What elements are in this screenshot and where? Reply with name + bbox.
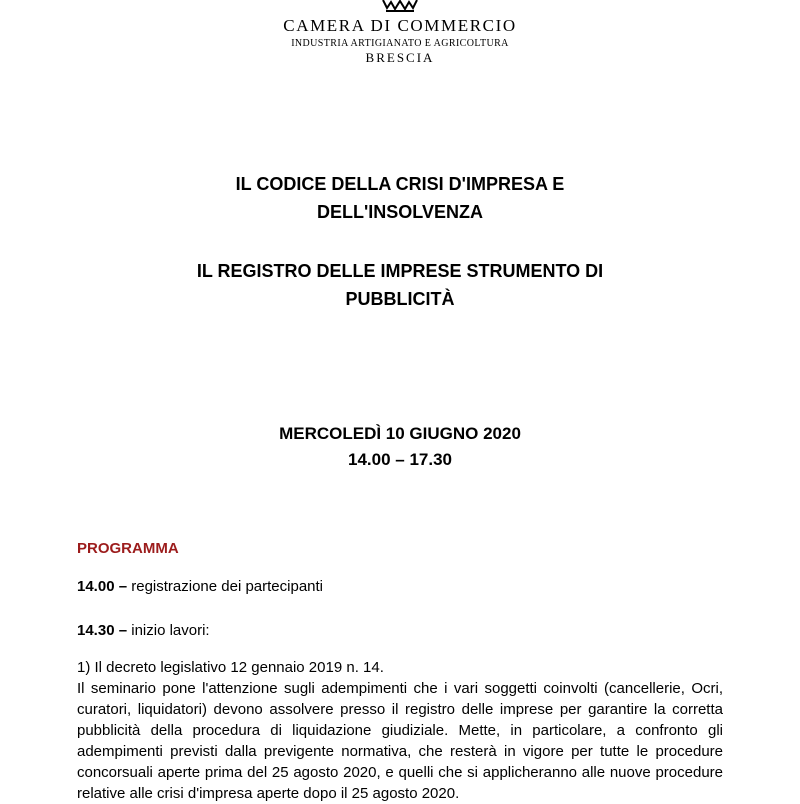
entry-text: inizio lavori: xyxy=(131,622,210,639)
programme-item-title: 1) Il decreto legislativo 12 gennaio 2019 n. 14. xyxy=(77,659,384,676)
emblem-icon xyxy=(381,0,419,12)
institution-name: CAMERA DI COMMERCIO xyxy=(283,16,517,35)
programme-entry xyxy=(77,578,323,595)
institution-subtitle: INDUSTRIA ARTIGIANATO E AGRICOLTURA xyxy=(291,38,509,49)
document-title-text: IL CODICE DELLA CRISI D'IMPRESA E DELL'INSOLVENZA xyxy=(235,174,565,222)
institution-city: BRESCIA xyxy=(365,50,435,65)
document-subtitle-text: IL REGISTRO DELLE IMPRESE STRUMENTO DI PUBBLICITÀ xyxy=(196,261,604,309)
entry-separator: – xyxy=(114,622,132,639)
event-date: MERCOLEDÌ 10 GIUGNO 2020 xyxy=(279,424,521,443)
programme-heading: PROGRAMMA xyxy=(77,540,179,557)
event-time: 14.00 – 17.30 xyxy=(348,450,452,469)
entry-time: 14.00 xyxy=(77,578,115,595)
entry-separator: – xyxy=(114,578,132,595)
programme-item-body: Il seminario pone l'attenzione sugli adempimenti che i vari soggetti coinvolti (cancellerie, Ocri, curatori, liquidatori) devono assolvere presso il registro delle imprese per garantire la corretta pubblicità della procedura di liquidazione giudiziale. Mette, in particolare, a confronto gli adempimenti previsti dalla previgente normativa, che resterà in vigore per tutte le procedure concorsuali aperte prima del 25 agosto 2020, e quelli che si applicheranno alle nuove procedure relative alle crisi d'impresa aperte dopo il 25 agosto 2020. xyxy=(77,680,723,802)
document-subtitle xyxy=(0,257,800,313)
programme-entry xyxy=(77,622,210,639)
entry-time: 14.30 xyxy=(77,622,115,639)
document-title xyxy=(0,170,800,226)
entry-text: registrazione dei partecipanti xyxy=(131,578,324,595)
